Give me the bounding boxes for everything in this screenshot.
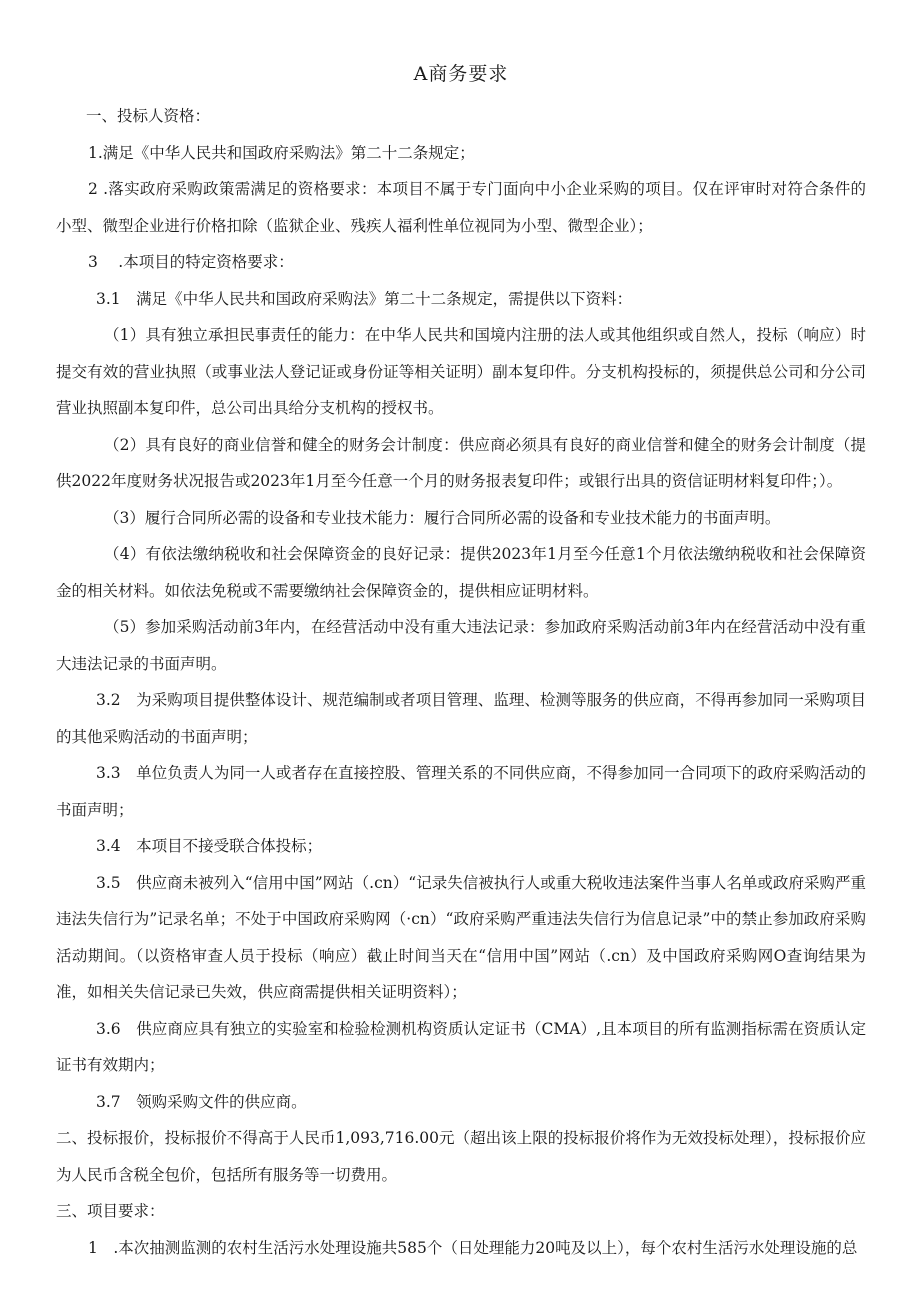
qualification-item-2: 2 .落实政府采购政策需满足的资格要求：本项目不属于专门面向中小企业采购的项目。仅在评审时对符合条件的小型、微型企业进行价格扣除（监狱企业、残疾人福利性单位视同为小型、微型企业）； — [56, 180, 866, 235]
qualification-item-3: 3 .本项目的特定资格要求： — [88, 253, 294, 271]
requirement-3-1-sub-4: （4）有依法缴纳税收和社会保障资金的良好记录：提供2023年1月至今任意1个月依法缴纳税收和社会保障资金的相关材料。如依法免税或不需要缴纳社会保障资金的，提供相应证明材料。 — [56, 545, 866, 600]
requirement-3-6: 3.6 供应商应具有独立的实验室和检验检测机构资质认定证书（CMA）,且本项目的所有监测指标需在资质认定证书有效期内； — [56, 1019, 866, 1074]
requirement-3-7: 3.7 领购采购文件的供应商。 — [96, 1092, 307, 1111]
project-item-1: 1 .本次抽测监测的农村生活污水处理设施共585个（日处理能力20吨及以上），每个农村生活污水处理设施的总 — [88, 1238, 858, 1257]
requirement-3-3: 3.3 单位负责人为同一人或者存在直接控股、管理关系的不同供应商，不得参加同一合同项下的政府采购活动的书面声明； — [56, 764, 866, 819]
requirement-3-1-sub-5: （5）参加采购活动前3年内，在经营活动中没有重大违法记录：参加政府采购活动前3年内在经营活动中没有重大违法记录的书面声明。 — [56, 618, 866, 673]
requirement-3-1: 3.1 满足《中华人民共和国政府采购法》第二十二条规定，需提供以下资料： — [96, 289, 633, 308]
qualification-item-1: 1.满足《中华人民共和国政府采购法》第二十二条规定； — [88, 143, 475, 162]
section-1-heading: 一、投标人资格： — [86, 107, 211, 125]
requirement-3-1-sub-1: （1）具有独立承担民事责任的能力：在中华人民共和国境内注册的法人或其他组织或自然人，投标（响应）时提交有效的营业执照（或事业法人登记证或身份证等相关证明）副本复印件。分支机构投标的，须提供总公司和分公司营业执照副本复印件，总公司出具给分支机构的授权书。 — [56, 326, 866, 417]
requirement-3-4: 3.4 本项目不接受联合体投标； — [96, 837, 323, 855]
requirement-3-1-sub-3: （3）履行合同所必需的设备和专业技术能力：履行合同所必需的设备和专业技术能力的书面声明。 — [104, 508, 781, 527]
requirement-3-2: 3.2 为采购项目提供整体设计、规范编制或者项目管理、监理、检测等服务的供应商，不得再参加同一采购项目的其他采购活动的书面声明； — [56, 691, 866, 746]
section-2-bid-price: 二、投标报价，投标报价不得高于人民币1,093,716.00元（超出该上限的投标报价将作为无效投标处理），投标报价应为人民币含税全包价，包括所有服务等一切费用。 — [56, 1129, 866, 1184]
requirement-3-1-sub-2: （2）具有良好的商业信誉和健全的财务会计制度：供应商必须具有良好的商业信誉和健全的财务会计制度（提供2022年度财务状况报告或2023年1月至今任意一个月的财务报表复印件；或银行出具的资信证明材料复印件；）。 — [56, 435, 866, 490]
requirement-3-5: 3.5 供应商未被列入“信用中国”网站（.cn）“记录失信被执行人或重大税收违法案件当事人名单或政府采购严重违法失信行为”记录名单；不处于中国政府采购网（·cn）“政府采购严重违法失信行为信息记录”中的禁止参加政府采购活动期间。（以资格审查人员于投标（响应）截止时间当天在“信用中国”网站（.cn）及中国政府采购网O查询结果为准，如相关失信记录已失效，供应商需提供相关证明资料）； — [56, 873, 866, 1001]
page-title: A商务要求 — [413, 63, 509, 85]
section-3-heading: 三、项目要求： — [56, 1202, 165, 1220]
